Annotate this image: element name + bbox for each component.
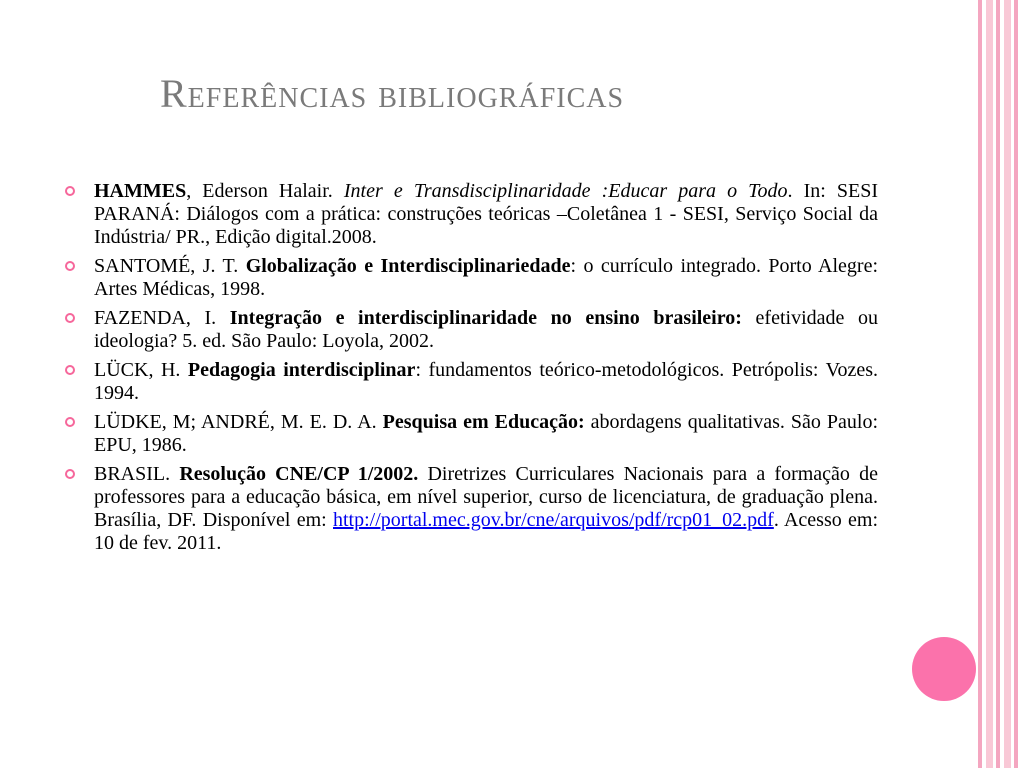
reference-item-fazenda	[64, 307, 878, 353]
pink-circle-decoration	[912, 637, 976, 701]
reference-details: : o currículo integrado. Porto Alegre: Artes Médicas, 1998.	[94, 255, 879, 300]
reference-access-date: . Acesso em: 10 de fev. 2011.	[94, 509, 879, 554]
bullet-icon	[65, 186, 75, 196]
bullet-icon	[65, 365, 75, 375]
reference-work-title: Pedagogia interdisciplinar	[187, 359, 416, 381]
reference-author: LÜDKE, M; ANDRÉ, M. E. D. A.	[94, 411, 383, 433]
reference-details: Diretrizes Curriculares Nacionais para a formação de professores para a educação básica, em nível superior, curso de licenciatura, de graduação plena. Brasília, DF. Disponível em:	[94, 463, 879, 531]
pink-stripe	[996, 0, 1000, 768]
reference-author: FAZENDA, I.	[94, 307, 230, 329]
reference-item-luck	[64, 359, 878, 405]
pink-stripe	[978, 0, 982, 768]
reference-work-title: Integração e interdisciplinaridade no ensino brasileiro:	[229, 307, 742, 329]
reference-list	[64, 180, 878, 561]
reference-author: BRASIL.	[94, 463, 180, 485]
pink-stripe	[1014, 0, 1018, 768]
reference-item-brasil	[64, 463, 878, 555]
bullet-icon	[65, 417, 75, 427]
reference-author: LÜCK, H.	[94, 359, 188, 381]
reference-details: efetividade ou ideologia? 5. ed. São Paulo: Loyola, 2002.	[94, 307, 878, 352]
reference-details: : fundamentos teórico-metodológicos. Petrópolis: Vozes. 1994.	[94, 359, 879, 404]
reference-item-hammes	[64, 180, 878, 249]
reference-item-santome	[64, 255, 878, 301]
reference-details: . In: SESI PARANÁ: Diálogos com a prática: construções teóricas –Coletânea 1 - SESI, Serviço Social da Indústria/ PR., Edição digital.2008.	[94, 180, 879, 248]
reference-author: SANTOMÉ, J. T.	[94, 255, 246, 277]
reference-link[interactable]: http://portal.mec.gov.br/cne/arquivos/pdf/rcp01_02.pdf	[333, 509, 774, 531]
reference-work-title: Inter e Transdisciplinaridade :Educar para o Todo	[343, 180, 788, 202]
slide-title: Referências bibliográficas	[160, 71, 625, 116]
pink-stripe	[1004, 0, 1011, 768]
reference-work-title: Resolução CNE/CP 1/2002.	[179, 463, 419, 485]
reference-item-ludke	[64, 411, 878, 457]
reference-work-title: Globalização e Interdisciplinariedade	[245, 255, 571, 277]
reference-work-title: Pesquisa em Educação:	[382, 411, 585, 433]
reference-author: HAMMES	[94, 180, 187, 202]
bullet-icon	[65, 261, 75, 271]
pink-stripe	[986, 0, 993, 768]
reference-details: abordagens qualitativas. São Paulo: EPU, 1986.	[94, 411, 879, 456]
bullet-icon	[65, 313, 75, 323]
reference-author-detail: , Ederson Halair.	[186, 180, 344, 202]
bullet-icon	[65, 469, 75, 479]
